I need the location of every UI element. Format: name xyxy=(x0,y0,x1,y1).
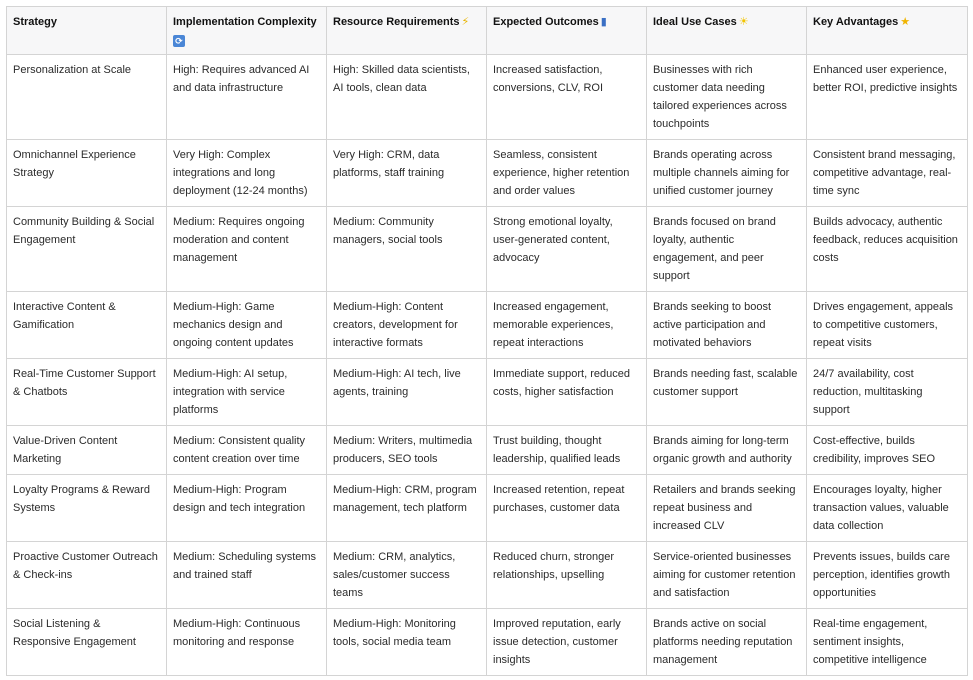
lightning-icon: ⚡ xyxy=(461,15,470,28)
header-strategy-label: Strategy xyxy=(13,16,58,28)
cell-advantages: Drives engagement, appeals to competitive customers, repeat visits xyxy=(807,292,968,359)
cell-outcomes: Seamless, consistent experience, higher retention and order values xyxy=(487,140,647,207)
cell-use-cases: Brands aiming for long-term organic growth and authority xyxy=(647,426,807,475)
cell-outcomes: Increased engagement, memorable experiences, repeat interactions xyxy=(487,292,647,359)
header-complexity-label: Implementation Complexity xyxy=(173,16,317,28)
cell-complexity: Medium: Consistent quality content creation over time xyxy=(167,426,327,475)
header-complexity xyxy=(167,7,327,55)
table-row xyxy=(7,609,968,676)
cell-complexity: Medium-High: Continuous monitoring and response xyxy=(167,609,327,676)
header-outcomes xyxy=(487,7,647,55)
cell-use-cases: Brands seeking to boost active participation and motivated behaviors xyxy=(647,292,807,359)
cell-advantages: Encourages loyalty, higher transaction values, valuable data collection xyxy=(807,475,968,542)
strategy-table-container xyxy=(6,6,968,676)
table-row xyxy=(7,207,968,292)
cell-use-cases: Retailers and brands seeking repeat business and increased CLV xyxy=(647,475,807,542)
cell-strategy: Omnichannel Experience Strategy xyxy=(7,140,167,207)
table-row xyxy=(7,542,968,609)
cell-advantages: Builds advocacy, authentic feedback, reduces acquisition costs xyxy=(807,207,968,292)
cell-complexity: Medium: Requires ongoing moderation and content management xyxy=(167,207,327,292)
cell-strategy: Personalization at Scale xyxy=(7,55,167,140)
table-row xyxy=(7,359,968,426)
header-advantages xyxy=(807,7,968,55)
cell-strategy: Real-Time Customer Support & Chatbots xyxy=(7,359,167,426)
strategy-comparison-table xyxy=(6,6,968,676)
cell-resources: Medium-High: CRM, program management, tech platform xyxy=(327,475,487,542)
cell-outcomes: Trust building, thought leadership, qualified leads xyxy=(487,426,647,475)
cell-outcomes: Reduced churn, stronger relationships, upselling xyxy=(487,542,647,609)
cell-strategy: Proactive Customer Outreach & Check-ins xyxy=(7,542,167,609)
cell-resources: Medium-High: Content creators, development for interactive formats xyxy=(327,292,487,359)
cell-use-cases: Brands focused on brand loyalty, authentic engagement, and peer support xyxy=(647,207,807,292)
table-row xyxy=(7,475,968,542)
cell-use-cases: Brands operating across multiple channels aiming for unified customer journey xyxy=(647,140,807,207)
cell-resources: Medium: Writers, multimedia producers, SEO tools xyxy=(327,426,487,475)
cell-advantages: Prevents issues, builds care perception, identifies growth opportunities xyxy=(807,542,968,609)
header-advantages-label: Key Advantages xyxy=(813,16,899,28)
header-resources xyxy=(327,7,487,55)
cell-complexity: Medium-High: Program design and tech integration xyxy=(167,475,327,542)
header-use-cases xyxy=(647,7,807,55)
header-strategy xyxy=(7,7,167,55)
cell-strategy: Loyalty Programs & Reward Systems xyxy=(7,475,167,542)
cell-complexity: Medium: Scheduling systems and trained staff xyxy=(167,542,327,609)
cell-outcomes: Increased satisfaction, conversions, CLV, ROI xyxy=(487,55,647,140)
cell-resources: Medium: Community managers, social tools xyxy=(327,207,487,292)
cell-resources: Very High: CRM, data platforms, staff training xyxy=(327,140,487,207)
cell-resources: High: Skilled data scientists, AI tools, clean data xyxy=(327,55,487,140)
header-use-cases-label: Ideal Use Cases xyxy=(653,16,737,28)
cell-strategy: Community Building & Social Engagement xyxy=(7,207,167,292)
header-outcomes-label: Expected Outcomes xyxy=(493,16,599,28)
header-resources-label: Resource Requirements xyxy=(333,16,460,28)
table-row xyxy=(7,426,968,475)
table-row xyxy=(7,292,968,359)
cell-resources: Medium: CRM, analytics, sales/customer success teams xyxy=(327,542,487,609)
cell-strategy: Social Listening & Responsive Engagement xyxy=(7,609,167,676)
cell-resources: Medium-High: Monitoring tools, social media team xyxy=(327,609,487,676)
cell-strategy: Interactive Content & Gamification xyxy=(7,292,167,359)
cell-complexity: Medium-High: Game mechanics design and ongoing content updates xyxy=(167,292,327,359)
table-row xyxy=(7,140,968,207)
light-bulb-icon: ☀ xyxy=(738,15,749,28)
cell-use-cases: Service-oriented businesses aiming for customer retention and satisfaction xyxy=(647,542,807,609)
cycle-arrows-icon: ⟳ xyxy=(173,35,185,47)
cell-complexity: Medium-High: AI setup, integration with service platforms xyxy=(167,359,327,426)
cell-advantages: Cost-effective, builds credibility, improves SEO xyxy=(807,426,968,475)
star-icon: ★ xyxy=(900,15,911,28)
table-row xyxy=(7,55,968,140)
cell-advantages: Enhanced user experience, better ROI, predictive insights xyxy=(807,55,968,140)
cell-use-cases: Businesses with rich customer data needing tailored experiences across touchpoints xyxy=(647,55,807,140)
cell-outcomes: Immediate support, reduced costs, higher satisfaction xyxy=(487,359,647,426)
cell-outcomes: Strong emotional loyalty, user-generated content, advocacy xyxy=(487,207,647,292)
cell-use-cases: Brands active on social platforms needing reputation management xyxy=(647,609,807,676)
cell-outcomes: Increased retention, repeat purchases, customer data xyxy=(487,475,647,542)
bar-chart-icon: ▮ xyxy=(600,15,607,28)
cell-advantages: Consistent brand messaging, competitive advantage, real-time sync xyxy=(807,140,968,207)
table-header-row xyxy=(7,7,968,55)
cell-outcomes: Improved reputation, early issue detection, customer insights xyxy=(487,609,647,676)
cell-advantages: 24/7 availability, cost reduction, multitasking support xyxy=(807,359,968,426)
cell-complexity: High: Requires advanced AI and data infrastructure xyxy=(167,55,327,140)
cell-use-cases: Brands needing fast, scalable customer support xyxy=(647,359,807,426)
cell-strategy: Value-Driven Content Marketing xyxy=(7,426,167,475)
cell-advantages: Real-time engagement, sentiment insights, competitive intelligence xyxy=(807,609,968,676)
cell-resources: Medium-High: AI tech, live agents, training xyxy=(327,359,487,426)
cell-complexity: Very High: Complex integrations and long deployment (12-24 months) xyxy=(167,140,327,207)
